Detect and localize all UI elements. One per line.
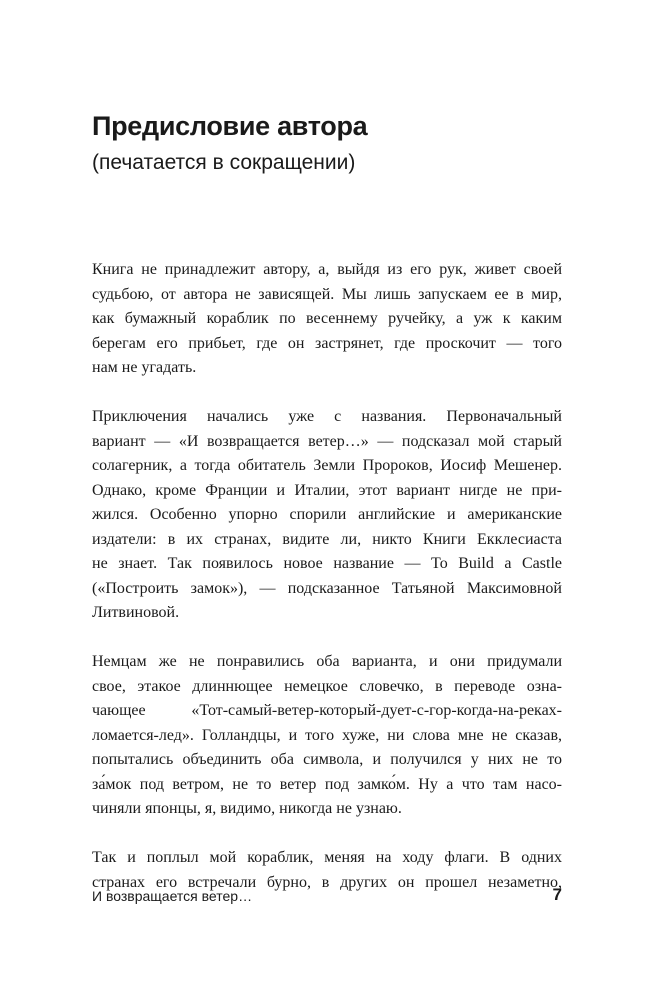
paragraph <box>92 405 562 626</box>
page-subtitle: (печатается в сокращении) <box>92 151 356 174</box>
paragraph-line: солагерник, а тогда обитатель Земли Пророков, Иосиф Мешенер. <box>92 457 562 474</box>
paragraph-line: вариант — «И возвращается ветер…» — подсказал мой старый <box>92 432 562 450</box>
paragraph-line: («Построить замок»), — подсказанное Татьяной Максимовной <box>92 579 562 597</box>
paragraph-line: за́мок под ветром, не то ветер под замко́м. Ну а что там насо- <box>92 775 562 793</box>
page-number: 7 <box>552 885 562 904</box>
paragraph-line: Однако, кроме Франции и Италии, этот вариант нигде не при- <box>92 481 562 499</box>
paragraph-line: не знает. Так появилось новое название — To Build a Castle <box>92 555 562 572</box>
paragraph-line: ломается-лед». Голландцы, и того хуже, ни слова мне не сказав, <box>92 726 562 744</box>
paragraph-line: чающее «Тот-самый-ветер-который-дует-с-гор-когда-на-реках- <box>92 702 562 719</box>
paragraph-line: жился. Особенно упорно спорили английские и американские <box>92 506 562 523</box>
paragraph-line: как бумажный кораблик по весеннему ручейку, а уж к каким <box>92 310 562 327</box>
paragraph <box>92 650 562 822</box>
paragraph-line: Приключения начались уже с названия. Первоначальный <box>92 408 562 425</box>
running-title: И возвращается ветер… <box>92 888 253 904</box>
paragraph-line: попытались объединить оба символа, и получился у них не то <box>92 751 562 768</box>
body-text <box>92 258 562 920</box>
page-title: Предисловие автора <box>92 111 368 141</box>
paragraph-line: чиняли японцы, я, видимо, никогда не узнаю. <box>92 800 402 817</box>
paragraph-line: свое, этакое длиннющее немецкое словечко, в переводе озна- <box>92 677 562 695</box>
paragraph-line: нам не угадать. <box>92 359 197 376</box>
paragraph-line: берегам его прибьет, где он застрянет, где проскочит — того <box>92 334 562 352</box>
paragraph-line: Так и поплыл мой кораблик, меняя на ходу флаги. В одних <box>92 849 562 866</box>
paragraph-line: странах его встречали бурно, в других он прошел незаметно, <box>92 873 562 891</box>
paragraph-line: издатели: в их странах, видите ли, никто Книги Екклесиаста <box>92 530 562 548</box>
paragraph <box>92 258 562 381</box>
paragraph-line: Книга не принадлежит автору, а, выйдя из его рук, живет своей <box>92 261 562 278</box>
paragraph-line: судьбою, от автора не зависящей. Мы лишь запускаем ее в мир, <box>92 285 562 303</box>
paragraph-line: Немцам же не понравились оба варианта, и они придумали <box>92 653 562 670</box>
paragraph-line: Литвиновой. <box>92 604 180 621</box>
